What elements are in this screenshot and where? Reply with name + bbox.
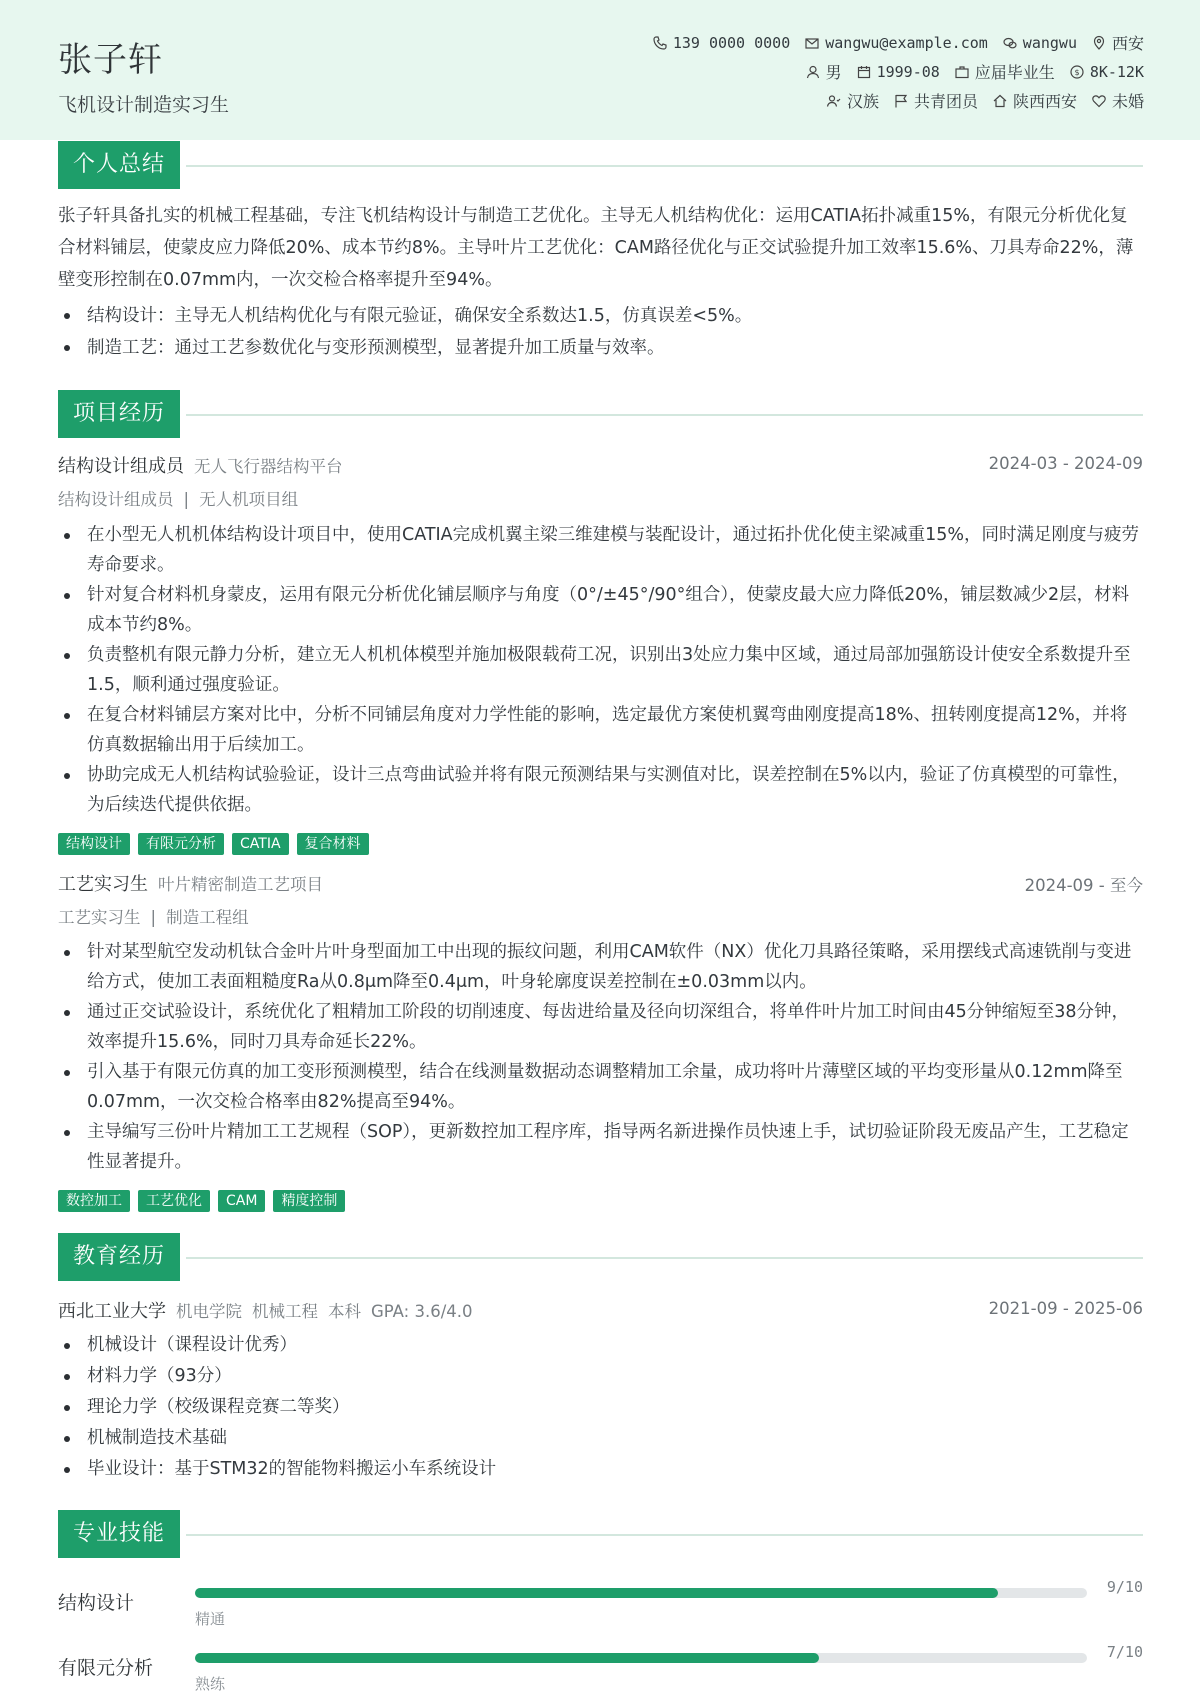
section-projects-heading	[58, 390, 1143, 438]
calendar-icon	[856, 64, 872, 80]
skill-progress-track	[195, 1653, 1087, 1663]
flag-icon	[893, 93, 909, 109]
skill-level: 熟练	[195, 1675, 226, 1693]
skill-progress-fill	[195, 1588, 998, 1598]
tag-badge: 数控加工	[58, 1190, 130, 1212]
home-icon	[992, 93, 1008, 109]
education-date: 2021-09 - 2025-06	[988, 1299, 1143, 1318]
skill-name: 结构设计	[58, 1592, 135, 1614]
list-item: 主导编写三份叶片精加工工艺规程（SOP），更新数控加工程序库，指导两名新进操作员快速上手，试切验证阶段无废品产生，工艺稳定性显著提升。	[58, 1117, 1143, 1177]
project-subline: 工艺实习生 | 制造工程组	[58, 908, 249, 927]
hometown: 陕西西安	[992, 89, 1077, 112]
list-item: 针对复合材料机身蒙皮，运用有限元分析优化铺层顺序与角度（0°/±45°/90°组合），使蒙皮最大应力降低20%，铺层数减少2层，材料成本节约8%。	[58, 580, 1143, 640]
user-icon	[805, 64, 821, 80]
skill-progress-track	[195, 1588, 1087, 1598]
tag-badge: CAM	[218, 1190, 265, 1212]
marital-status: 未婚	[1091, 89, 1144, 112]
education-bullets	[58, 1330, 1143, 1485]
list-item: 机械设计（课程设计优秀）	[58, 1330, 1143, 1361]
list-item: 负责整机有限元静力分析，建立无人机机体模型并施加极限载荷工况，识别出3处应力集中区域，通过局部加强筋设计使安全系数提升至1.5，顺利通过强度验证。	[58, 640, 1143, 700]
tag-badge: 结构设计	[58, 833, 130, 855]
project-tags	[58, 1190, 345, 1212]
project-header	[58, 870, 1143, 898]
heart-icon	[1091, 93, 1107, 109]
list-item: 理论力学（校级课程竞赛二等奖）	[58, 1392, 1143, 1423]
list-item: 针对某型航空发动机钛合金叶片叶身型面加工中出现的振纹问题，利用CAM软件（NX）优化刀具路径策略，采用摆线式高速铣削与变进给方式，使加工表面粗糙度Ra从0.8μm降至0.4μm，叶身轮廓度误差控制在±0.03mm以内。	[58, 937, 1143, 997]
project-tags	[58, 833, 369, 855]
list-item: 协助完成无人机结构试验验证，设计三点弯曲试验并将有限元预测结果与实测值对比，误差控制在5%以内，验证了仿真模型的可靠性，为后续迭代提供依据。	[58, 760, 1143, 820]
skill-progress-fill	[195, 1653, 819, 1663]
school-name: 西北工业大学	[58, 1301, 166, 1322]
project-date: 2024-03 - 2024-09	[988, 454, 1143, 473]
city: 西安	[1091, 31, 1144, 54]
candidate-name: 张子轩	[58, 40, 163, 80]
tag-badge: 工艺优化	[138, 1190, 210, 1212]
project-date: 2024-09 - 至今	[1024, 876, 1143, 895]
birth-date: 1999-08	[856, 63, 940, 81]
project-role: 工艺实习生	[58, 874, 148, 895]
expected-salary: $ 8K-12K	[1069, 63, 1144, 81]
divider	[186, 1257, 1143, 1259]
skill-row	[58, 1643, 1143, 1697]
divider	[186, 414, 1143, 416]
skill-level: 精通	[195, 1610, 226, 1628]
summary-text: 张子轩具备扎实的机械工程基础，专注飞机结构设计与制造工艺优化。主导无人机结构优化：运用CATIA拓扑减重15%，有限元分析优化复合材料铺层，使蒙皮应力降低20%、成本节约8%。主导叶片工艺优化：CAM路径优化与正交试验提升加工效率15.6%、刀具寿命22%，薄壁变形控制在0.07mm内，一次交检合格率提升至94%。	[58, 206, 1134, 290]
section-title: 项目经历	[58, 390, 180, 438]
job-title: 飞机设计制造实习生	[58, 94, 230, 116]
phone-icon	[652, 35, 668, 51]
list-item: 通过正交试验设计，系统优化了粗精加工阶段的切削速度、每齿进给量及径向切深组合，将单件叶片加工时间由45分钟缩短至38分钟，效率提升15.6%，同时刀具寿命延长22%。	[58, 997, 1143, 1057]
list-item: 材料力学（93分）	[58, 1361, 1143, 1392]
section-title: 专业技能	[58, 1510, 180, 1558]
degree: 本科	[328, 1302, 361, 1321]
divider	[186, 1534, 1143, 1536]
project-header	[58, 452, 1143, 480]
list-item: 在小型无人机机体结构设计项目中，使用CATIA完成机翼主梁三维建模与装配设计，通过拓扑优化使主梁减重15%，同时满足刚度与疲劳寿命要求。	[58, 520, 1143, 580]
ethnicity: 汉族	[826, 89, 879, 112]
skill-name: 有限元分析	[58, 1657, 154, 1679]
gpa: GPA: 3.6/4.0	[371, 1302, 473, 1321]
section-education-heading	[58, 1233, 1143, 1281]
project-role: 结构设计组成员	[58, 456, 184, 477]
money-icon	[1069, 64, 1085, 80]
svg-text:$: $	[1074, 67, 1080, 77]
section-title: 个人总结	[58, 141, 180, 189]
wechat-icon	[1002, 35, 1018, 51]
skill-row	[58, 1578, 1143, 1638]
education-entry	[58, 1297, 1143, 1323]
job-status: 应届毕业生	[954, 60, 1055, 83]
project-subline: 结构设计组成员 | 无人机项目组	[58, 490, 299, 509]
list-item: 引入基于有限元仿真的加工变形预测模型，结合在线测量数据动态调整精加工余量，成功将叶片薄壁区域的平均变形量从0.12mm降至0.07mm，一次交检合格率由82%提高至94%。	[58, 1057, 1143, 1117]
section-summary-heading	[58, 141, 1143, 189]
project-bullets	[58, 520, 1143, 820]
tag-badge: 复合材料	[297, 833, 369, 855]
summary-bullets	[58, 300, 1143, 364]
list-item: 机械制造技术基础	[58, 1423, 1143, 1454]
project-bullets	[58, 937, 1143, 1177]
tag-badge: 精度控制	[273, 1190, 345, 1212]
project-name: 叶片精密制造工艺项目	[158, 875, 323, 894]
political-status: 共青团员	[893, 89, 978, 112]
project-name: 无人飞行器结构平台	[194, 457, 343, 476]
location-icon	[1091, 35, 1107, 51]
skill-score: 9/10	[1106, 1578, 1143, 1596]
contact-info	[584, 28, 1144, 115]
major: 机械工程	[252, 1302, 318, 1321]
phone: 139 0000 0000	[652, 34, 790, 52]
briefcase-icon	[954, 64, 970, 80]
list-item: 结构设计：主导无人机结构优化与有限元验证，确保安全系数达1.5，仿真误差<5%。	[58, 300, 1143, 332]
gender: 男	[805, 60, 842, 83]
tag-badge: CATIA	[232, 833, 289, 855]
resume-header	[0, 0, 1200, 140]
mail-icon	[804, 35, 820, 51]
tag-badge: 有限元分析	[138, 833, 224, 855]
people-icon	[826, 93, 842, 109]
college: 机电学院	[176, 1302, 242, 1321]
skill-score: 7/10	[1106, 1643, 1143, 1661]
section-title: 教育经历	[58, 1233, 180, 1281]
list-item: 制造工艺：通过工艺参数优化与变形预测模型，显著提升加工质量与效率。	[58, 332, 1143, 364]
section-skills-heading	[58, 1510, 1143, 1558]
list-item: 毕业设计：基于STM32的智能物料搬运小车系统设计	[58, 1454, 1143, 1485]
email: wangwu@example.com	[804, 34, 988, 52]
list-item: 在复合材料铺层方案对比中，分析不同铺层角度对力学性能的影响，选定最优方案使机翼弯曲刚度提高18%、扭转刚度提高12%，并将仿真数据输出用于后续加工。	[58, 700, 1143, 760]
divider	[186, 165, 1143, 167]
wechat: wangwu	[1002, 34, 1077, 52]
